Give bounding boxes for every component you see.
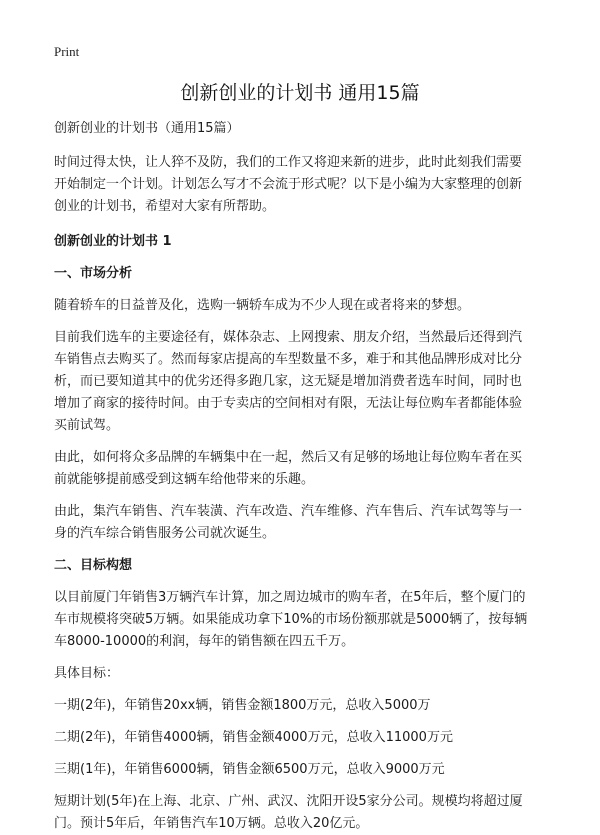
paragraph-line: 目前我们选车的主要途径有，媒体杂志、上网搜索、朋友介绍，当然最后还得到汽 [54,330,523,345]
document-title: 创新创业的计划书 通用15篇 [180,82,420,104]
paragraph [54,501,554,545]
paragraph-line: 由此，集汽车销售、汽车装潢、汽车改造、汽车维修、汽车售后、汽车试驾等与一 [54,504,523,519]
paragraph [54,447,554,491]
heading-market-analysis: 一、市场分析 [54,266,133,281]
section-title: 创新创业的计划书 1 [54,234,172,249]
paragraph: 三期(1年)，年销售6000辆，销售金额6500万元，总收入9000万元 [54,762,445,777]
paragraph [54,327,554,437]
paragraph-line: 前就能够提前感受到这辆车给他带来的乐趣。 [54,472,315,487]
document-body [54,118,554,835]
intro-line: 开始制定一个计划。计划怎么写才不会流于形式呢？以下是小编为大家整理的创新 [54,177,523,192]
paragraph: 二期(2年)，年销售4000辆，销售金额4000万元，总收入11000万元 [54,730,453,745]
paragraph: 具体目标： [54,666,120,681]
paragraph-line: 车销售点去购买了。然而每家店提高的车型数量不多，难于和其他品牌形成对比分 [54,352,523,367]
paragraph-line: 析，而已要知道其中的优劣还得多跑几家，这无疑是增加消费者选车时间，同时也 [54,374,523,389]
paragraph-line: 短期计划(5年)在上海、北京、广州、武汉、沈阳开设5家分公司。规模均将超过厦 [54,794,523,809]
paragraph-line: 以目前厦门年销售3万辆汽车计算，加之周边城市的购车者，在5年后，整个厦门的 [54,590,526,605]
print-link[interactable]: Print [54,44,80,59]
paragraph [54,587,554,653]
paragraph-line: 由此，如何将众多品牌的车辆集中在一起，然后又有足够的场地让每位购车者在买 [54,450,523,465]
paragraph-line: 车8000-10000的利润，每年的销售额在四五千万。 [54,634,355,649]
paragraph-line: 买前试驾。 [54,418,120,433]
paragraph [54,791,554,835]
heading-goals: 二、目标构想 [54,558,133,573]
paragraph-line: 车市规模将突破5万辆。如果能成功拿下10%的市场份额那就是5000辆了，按每辆 [54,612,528,627]
paragraph-line: 增加了商家的接待时间。由于专卖店的空间相对有限，无法让每位购车者都能体验 [54,396,523,411]
intro-line: 创业的计划书，希望对大家有所帮助。 [54,199,276,214]
document-subtitle: 创新创业的计划书（通用15篇） [54,121,240,136]
intro-line: 时间过得太快，让人猝不及防，我们的工作又将迎来新的进步，此时此刻我们需要 [54,155,523,170]
paragraph: 随着轿车的日益普及化，选购一辆轿车成为不少人现在或者将来的梦想。 [54,298,471,313]
paragraph-line: 身的汽车综合销售服务公司就次诞生。 [54,526,276,541]
paragraph-line: 门。预计5年后，年销售汽车10万辆。总收入20亿元。 [54,816,369,831]
intro-paragraph [54,152,554,218]
paragraph: 一期(2年)，年销售20xx辆，销售金额1800万元，总收入5000万 [54,698,431,713]
